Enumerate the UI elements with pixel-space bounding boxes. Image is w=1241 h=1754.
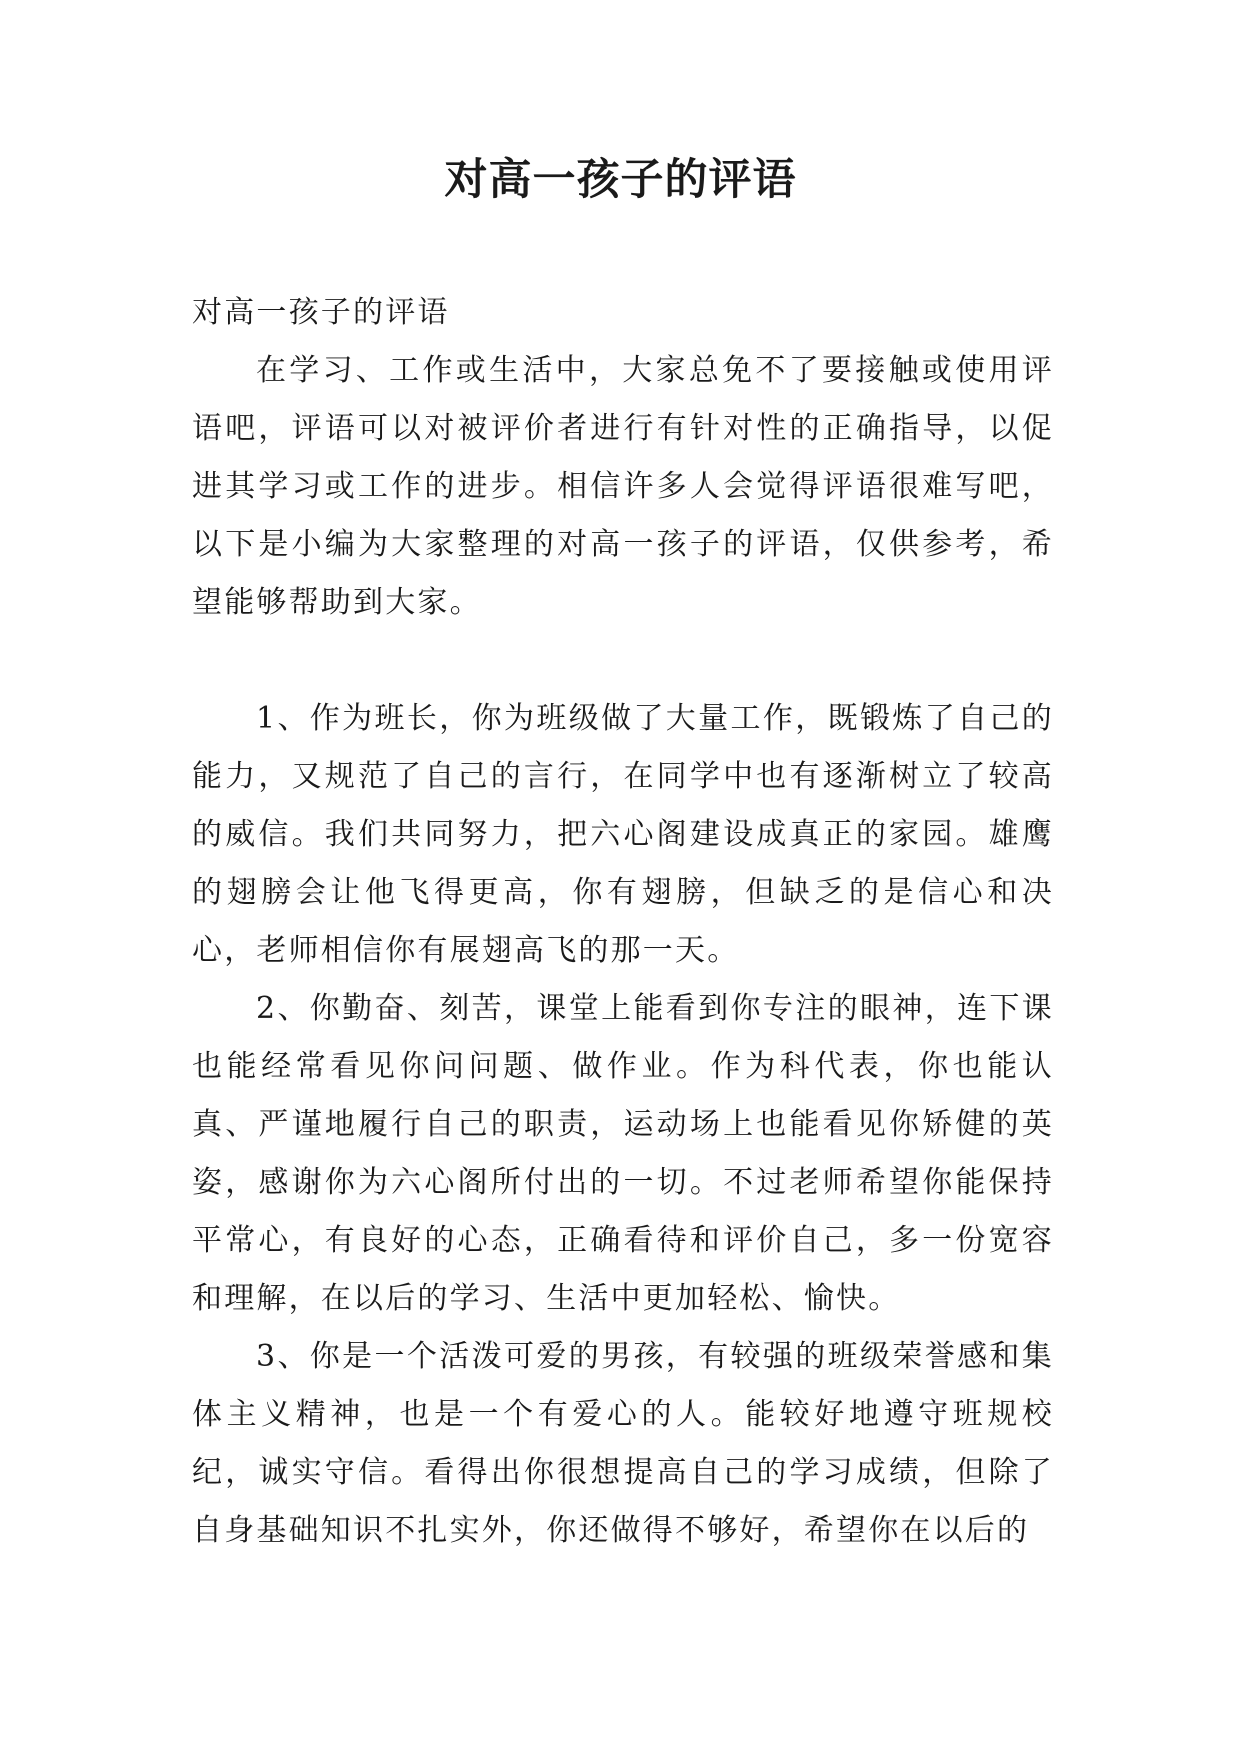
paragraph-spacer <box>192 632 1054 690</box>
comment-paragraph-1: 1、作为班长，你为班级做了大量工作，既锻炼了自己的能力，又规范了自己的言行，在同学中也有逐渐树立了较高的威信。我们共同努力，把六心阁建设成真正的家园。雄鹰的翅膀会让他飞得更高，你有翅膀，但缺乏的是信心和决心，老师相信你有展翅高飞的那一天。 <box>192 701 1054 968</box>
document-title: 对高一孩子的评语 <box>444 155 797 205</box>
document-body <box>192 284 1054 1560</box>
intro-paragraph: 在学习、工作或生活中，大家总免不了要接触或使用评语吧，评语可以对被评价者进行有针对性的正确指导，以促进其学习或工作的进步。相信许多人会觉得评语很难写吧，以下是小编为大家整理的对高一孩子的评语，仅供参考，希望能够帮助到大家。 <box>192 353 1054 620</box>
comment-paragraph-3: 3、你是一个活泼可爱的男孩，有较强的班级荣誉感和集体主义精神，也是一个有爱心的人。能较好地遵守班规校纪，诚实守信。看得出你很想提高自己的学习成绩，但除了自身基础知识不扎实外，你还做得不够好，希望你在以后的 <box>192 1339 1054 1548</box>
document-subtitle: 对高一孩子的评语 <box>192 295 450 330</box>
comment-paragraph-2: 2、你勤奋、刻苦，课堂上能看到你专注的眼神，连下课也能经常看见你问问题、做作业。作为科代表，你也能认真、严谨地履行自己的职责，运动场上也能看见你矫健的英姿，感谢你为六心阁所付出的一切。不过老师希望你能保持平常心，有良好的心态，正确看待和评价自己，多一份宽容和理解，在以后的学习、生活中更加轻松、愉快。 <box>192 991 1054 1316</box>
